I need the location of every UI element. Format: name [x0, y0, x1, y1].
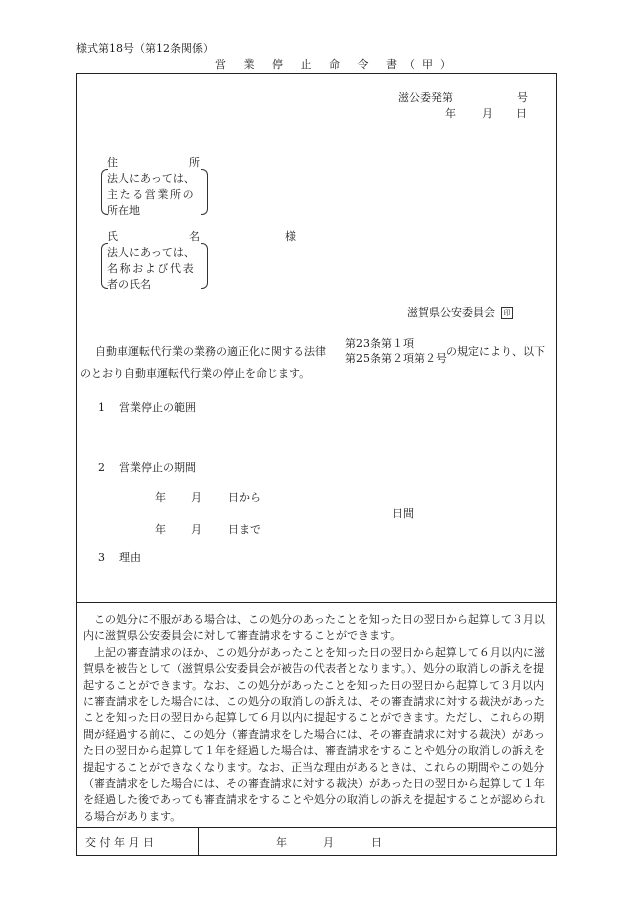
- address-note-line: 法人にあっては、: [107, 172, 195, 185]
- notice-paragraph: この処分に不服がある場合は、この処分のあったことを知った日の翌日から起算して３月以内に滋賀県公安委員会に対して審査請求をすることができます。: [83, 613, 545, 643]
- item-2-number: 2: [98, 461, 105, 474]
- delivery-divider: [77, 827, 556, 828]
- document-title: 営 業 停 止 命 令 書（甲）: [215, 58, 458, 71]
- body-post: の規定により、以下: [446, 345, 545, 358]
- period-from-month: 月: [191, 491, 202, 504]
- body-pre: 自動車運転代行業の業務の適正化に関する法律: [95, 345, 326, 358]
- notice-divider: [77, 602, 556, 603]
- name-note-line: 法人にあっては、: [107, 246, 195, 259]
- item-3-number: 3: [98, 551, 105, 564]
- item-1-number: 1: [98, 401, 105, 414]
- delivery-month: 月: [323, 836, 334, 849]
- address-label-2: 所: [189, 156, 200, 169]
- name-label-2: 名: [189, 230, 200, 243]
- name-label-1: 氏: [107, 230, 118, 243]
- delivery-label: 交 付 年 月 日: [85, 836, 154, 849]
- doc-number-suffix: 号: [517, 91, 528, 104]
- period-from-year: 年: [155, 491, 166, 504]
- article-ref: 第23条第１項: [345, 337, 414, 350]
- body-line-2: のとおり自動車運転代行業の停止を命じます。: [80, 367, 311, 380]
- address-note-line: 所在地: [107, 204, 140, 217]
- address-label-1: 住: [107, 156, 118, 169]
- date-day: 日: [516, 107, 527, 120]
- address-note: [107, 171, 195, 219]
- delivery-column-divider: [198, 827, 199, 855]
- body-articles: [345, 336, 447, 366]
- name-note: [107, 245, 195, 293]
- issuer: [407, 307, 513, 319]
- name-note-line: 名称および代表: [107, 262, 196, 275]
- item-2-label: 営業停止の期間: [119, 461, 196, 474]
- delivery-year: 年: [276, 836, 287, 849]
- date-month: 月: [482, 107, 493, 120]
- period-to-month: 月: [191, 523, 202, 536]
- address-note-line: 主たる営業所の: [107, 188, 196, 201]
- period-to-year: 年: [155, 523, 166, 536]
- name-note-line: 者の氏名: [107, 278, 151, 291]
- period-days: 日間: [392, 507, 414, 520]
- form-frame: [76, 73, 557, 856]
- name-honorific: 様: [285, 230, 296, 243]
- doc-number-prefix: 滋公委発第: [398, 91, 453, 104]
- seal-mark: 印: [501, 307, 513, 319]
- article-ref: 第25条第２項第２号: [345, 352, 447, 365]
- name-bracket-right: [201, 243, 208, 289]
- issuer-name: 滋賀県公安委員会: [407, 306, 495, 319]
- period-from-day: 日から: [228, 491, 261, 504]
- date-year: 年: [445, 107, 456, 120]
- delivery-day: 日: [371, 836, 382, 849]
- item-3-label: 理由: [119, 551, 141, 564]
- period-to-day: 日まで: [228, 523, 261, 536]
- item-1-label: 営業停止の範囲: [119, 401, 196, 414]
- notice-paragraph: 上記の審査請求のほか、この処分があったことを知った日の翌日から起算して６月以内に滋賀県を被告として（滋賀県公安委員会が被告の代表者となります。）、処分の取消しの訴えを提起することができます。なお、この処分があったことを知った日の翌日から起算して３月以内に審査請求をした場合には、この処分の取消しの訴えは、その審査請求に対する裁決があったことを知った日の翌日から起算して６月以内に提起することができます。ただし、これらの期間が経過する前に、この処分（審査請求をした場合には、その審査請求に対する裁決）があった日の翌日から起算して１年を経過した場合は、審査請求をすることや処分の取消しの訴えを提起することができなくなります。なお、正当な理由があるときは、これらの期間やこの処分（審査請求をした場合には、その審査請求に対する裁決）があった日の翌日から起算して１年を経過した後であっても審査請求をすることや処分の取消しの訴えを提起することが認められる場合があります。: [83, 645, 545, 823]
- appeal-notice: [83, 612, 550, 825]
- address-bracket-right: [201, 169, 208, 215]
- form-number-label: 様式第18号（第12条関係）: [76, 42, 214, 55]
